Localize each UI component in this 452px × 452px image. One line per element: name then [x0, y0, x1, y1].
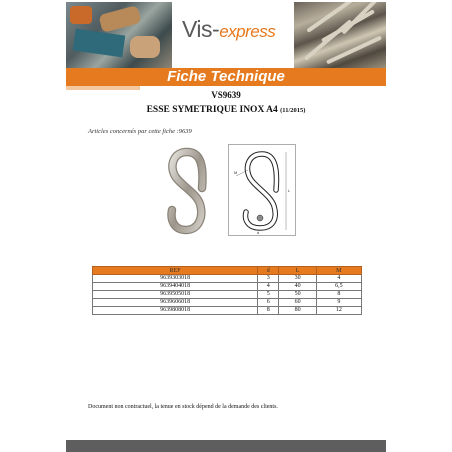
cell-m: 8 [316, 291, 361, 299]
cell-ref: 9639808018 [93, 307, 258, 315]
cell-l: 50 [279, 291, 316, 299]
screws-photo [294, 2, 386, 68]
table-row [93, 299, 362, 307]
cell-d: 8 [258, 307, 279, 315]
cell-m: 12 [316, 307, 361, 315]
brand-main: Vis- [182, 16, 220, 42]
label-M: M [234, 170, 238, 175]
disclaimer-note: Document non contractuel, la tenue en stock dépend de la demande des clients. [88, 404, 278, 410]
cell-l: 80 [279, 307, 316, 315]
cell-l: 30 [279, 275, 316, 283]
cell-d: 3 [258, 275, 279, 283]
header [66, 2, 386, 86]
cell-d: 4 [258, 283, 279, 291]
header-l: L [279, 267, 316, 275]
cell-d: 5 [258, 291, 279, 299]
tools-photo [66, 2, 172, 68]
cell-l: 40 [279, 283, 316, 291]
header-d: d [258, 267, 279, 275]
cell-ref: 9639404018 [93, 283, 258, 291]
concerned-articles: Articles concernés par cette fiche :9639 [88, 128, 192, 135]
title-date: (11/2015) [280, 107, 306, 114]
cell-m: 6,5 [316, 283, 361, 291]
header-ref: REF [93, 267, 258, 275]
table-header-row [93, 267, 362, 275]
cell-l: 60 [279, 299, 316, 307]
cell-d: 6 [258, 299, 279, 307]
document-code: VS9639 [211, 90, 241, 100]
cell-ref: 9639606018 [93, 299, 258, 307]
s-hook-drawing [228, 144, 296, 236]
document-title [0, 105, 452, 115]
table-row [93, 291, 362, 299]
s-hook-photo [156, 144, 218, 236]
header-m: M [316, 267, 361, 275]
label-L: L [288, 188, 291, 193]
cell-m: 4 [316, 275, 361, 283]
table-row [93, 307, 362, 315]
brand-accent: express [219, 22, 276, 41]
title-text: ESSE SYMETRIQUE INOX A4 [146, 105, 278, 115]
cell-ref: 9639505018 [93, 291, 258, 299]
cell-ref: 9639303018 [93, 275, 258, 283]
table-row [93, 283, 362, 291]
table-row [93, 275, 362, 283]
banner-title: Fiche Technique [167, 68, 285, 85]
brand-logo [182, 16, 275, 43]
cell-m: 9 [316, 299, 361, 307]
label-d: d [257, 230, 260, 235]
reference-table [92, 266, 362, 315]
footer-bar [66, 440, 386, 452]
